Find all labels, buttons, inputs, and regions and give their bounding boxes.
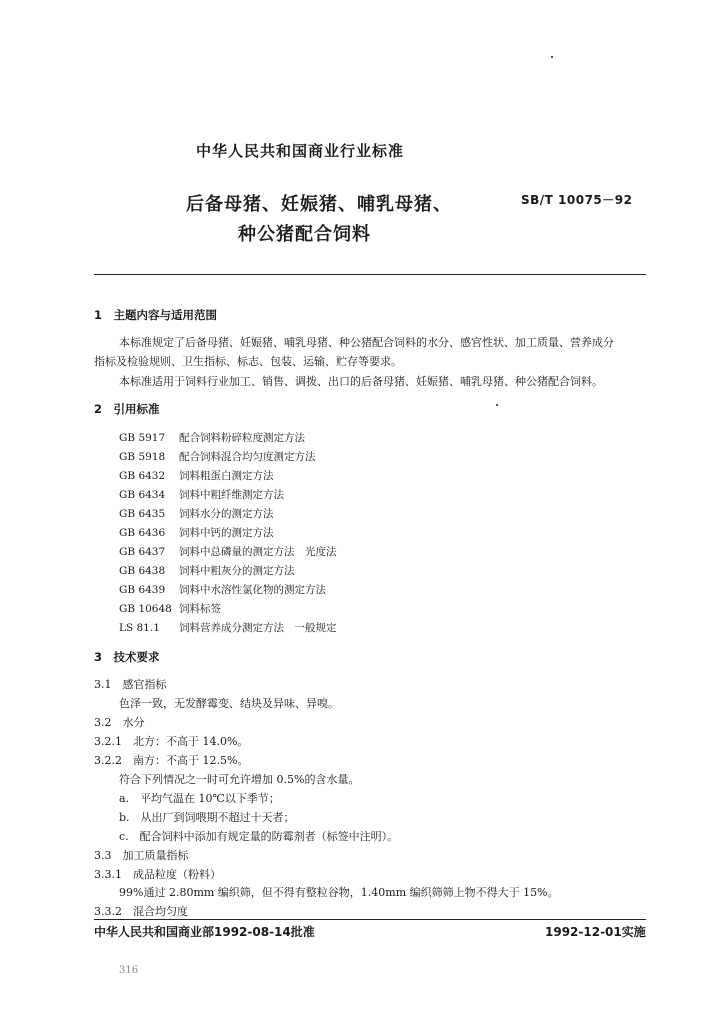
section1-para1-line2: 指标及检验规则、卫生指标、标志、包装、运输、贮存等要求。 — [94, 355, 402, 368]
clause-3-1-text: 色泽一致，无发酵霉变、结块及异味、异嗅。 — [119, 697, 339, 710]
implementation-date: 1992-12-01实施 — [545, 925, 646, 939]
reference-item: GB 6439 饲料中水溶性氯化物的测定方法 — [119, 584, 326, 596]
approval-date: 中华人民共和国商业部1992-08-14批准 — [94, 925, 315, 939]
section3-heading: 3 技术要求 — [94, 650, 160, 664]
document-title-line2: 种公猪配合饲料 — [238, 224, 371, 245]
clause-3-3-2: 3.3.2 混合均匀度 — [94, 905, 188, 918]
reference-item: GB 6432 饲料粗蛋白测定方法 — [119, 470, 274, 482]
document-title-line1: 后备母猪、妊娠猪、哺乳母猪、 — [186, 194, 452, 215]
reference-item: GB 6438 饲料中粗灰分的测定方法 — [119, 565, 295, 577]
section1-heading: 1 主题内容与适用范围 — [94, 308, 218, 322]
standard-number: SB/T 10075－92 — [521, 193, 633, 207]
clause-3-2-1: 3.2.1 北方：不高于 14.0%。 — [94, 735, 249, 748]
clause-3-3-1-text: 99%通过 2.80mm 编织筛，但不得有整粒谷物，1.40mm 编织筛筛上物不得大于 15%。 — [119, 886, 559, 899]
clause-3-2-item-a: a. 平均气温在 10℃以下季节； — [119, 792, 280, 805]
section1-para1-line1: 本标准规定了后备母猪、妊娠猪、哺乳母猪、种公猪配合饲料的水分、感官性状、加工质量、营养成分 — [119, 336, 614, 349]
reference-item: GB 6434 饲料中粗纤维测定方法 — [119, 489, 284, 501]
clause-3-3: 3.3 加工质量指标 — [94, 849, 189, 862]
reference-item: GB 5918 配合饲料混合均匀度测定方法 — [119, 451, 316, 463]
page-number: 316 — [119, 965, 139, 976]
clause-3-2-item-b: b. 从出厂到饲喂期不超过十天者； — [119, 811, 295, 824]
reference-item: GB 6435 饲料水分的测定方法 — [119, 508, 274, 520]
scan-speck — [551, 56, 553, 58]
section2-heading: 2 引用标准 — [94, 402, 160, 416]
issuing-organization: 中华人民共和国商业行业标准 — [196, 142, 405, 160]
clause-3-2: 3.2 水分 — [94, 716, 145, 729]
clause-3-2-note: 符合下列情况之一时可允许增加 0.5%的含水量。 — [119, 773, 360, 786]
reference-item: GB 6437 饲料中总磷量的测定方法 光度法 — [119, 546, 337, 558]
section1-para2: 本标准适用于饲料行业加工、销售、调拨、出口的后备母猪、妊娠猪、哺乳母猪、种公猪配合饲料。 — [119, 375, 603, 388]
scan-speck — [496, 404, 498, 406]
clause-3-2-2: 3.2.2 南方：不高于 12.5%。 — [94, 754, 249, 767]
reference-item: GB 6436 饲料中钙的测定方法 — [119, 527, 274, 539]
reference-item: LS 81.1 饲料营养成分测定方法 一般规定 — [119, 622, 337, 634]
clause-3-3-1: 3.3.1 成品粒度（粉料） — [94, 868, 221, 881]
footer-divider — [94, 919, 646, 920]
reference-item: GB 5917 配合饲料粉碎粒度测定方法 — [119, 432, 305, 444]
reference-item: GB 10648 饲料标签 — [119, 603, 221, 615]
clause-3-1: 3.1 感官指标 — [94, 678, 167, 691]
clause-3-2-item-c: c. 配合饲料中添加有规定量的防霉剂者（标签中注明）。 — [119, 830, 399, 843]
header-divider — [94, 274, 646, 275]
